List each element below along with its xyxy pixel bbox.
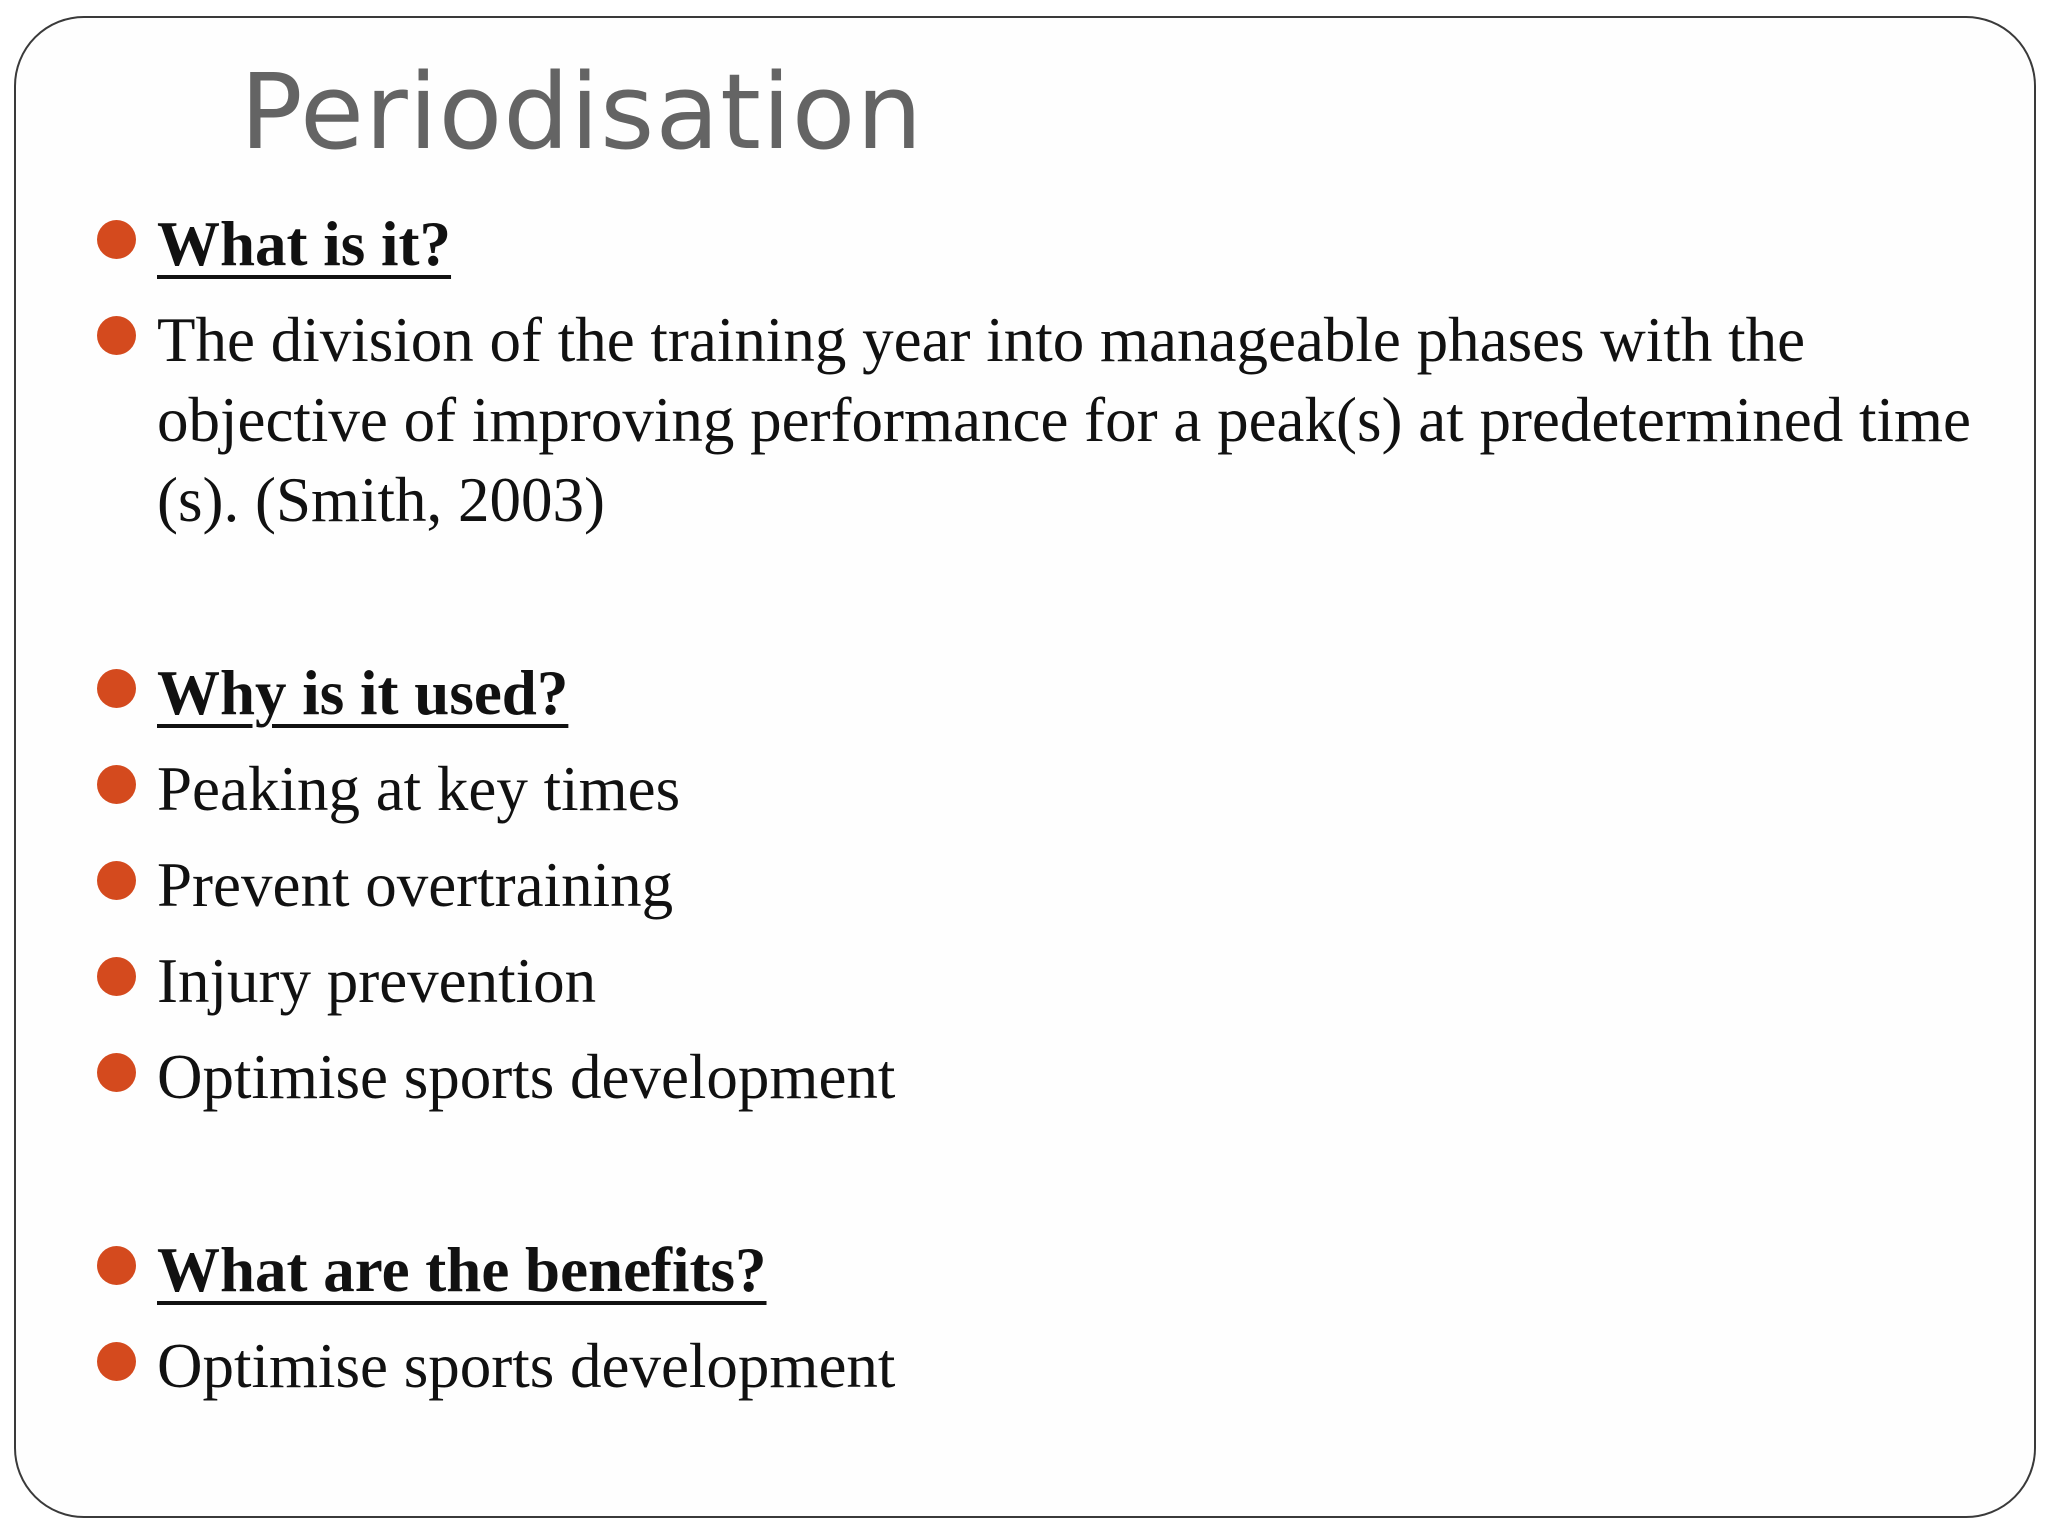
bullet-dot-icon xyxy=(97,957,136,996)
bullet-text: Peaking at key times xyxy=(157,754,681,824)
bullet-dot-icon xyxy=(97,1342,136,1381)
bullet-text: Optimise sports development xyxy=(157,1331,896,1401)
bullet-text: What is it? xyxy=(157,209,452,279)
bullet-dot-icon xyxy=(97,765,136,804)
slide-title: Periodisation xyxy=(240,51,924,173)
bullet-text: Prevent overtraining xyxy=(157,850,674,920)
bullet-text: The division of the training year into manageable phases with the objective of improving performance for a peak(s) at predetermined time (s). (Smith, 2003) xyxy=(157,305,1971,535)
bullet-dot-icon xyxy=(97,1246,136,1285)
bullet-dot-icon xyxy=(97,861,136,900)
bullet-text: Why is it used? xyxy=(157,658,569,728)
bullet-text: What are the benefits? xyxy=(157,1235,767,1305)
bullet-dot-icon xyxy=(97,316,136,355)
bullet-dot-icon xyxy=(97,220,136,259)
bullet-dot-icon xyxy=(97,669,136,708)
bullet-text: Optimise sports development xyxy=(157,1042,896,1112)
bullet-text: Injury prevention xyxy=(157,946,597,1016)
bullet-dot-icon xyxy=(97,1053,136,1092)
